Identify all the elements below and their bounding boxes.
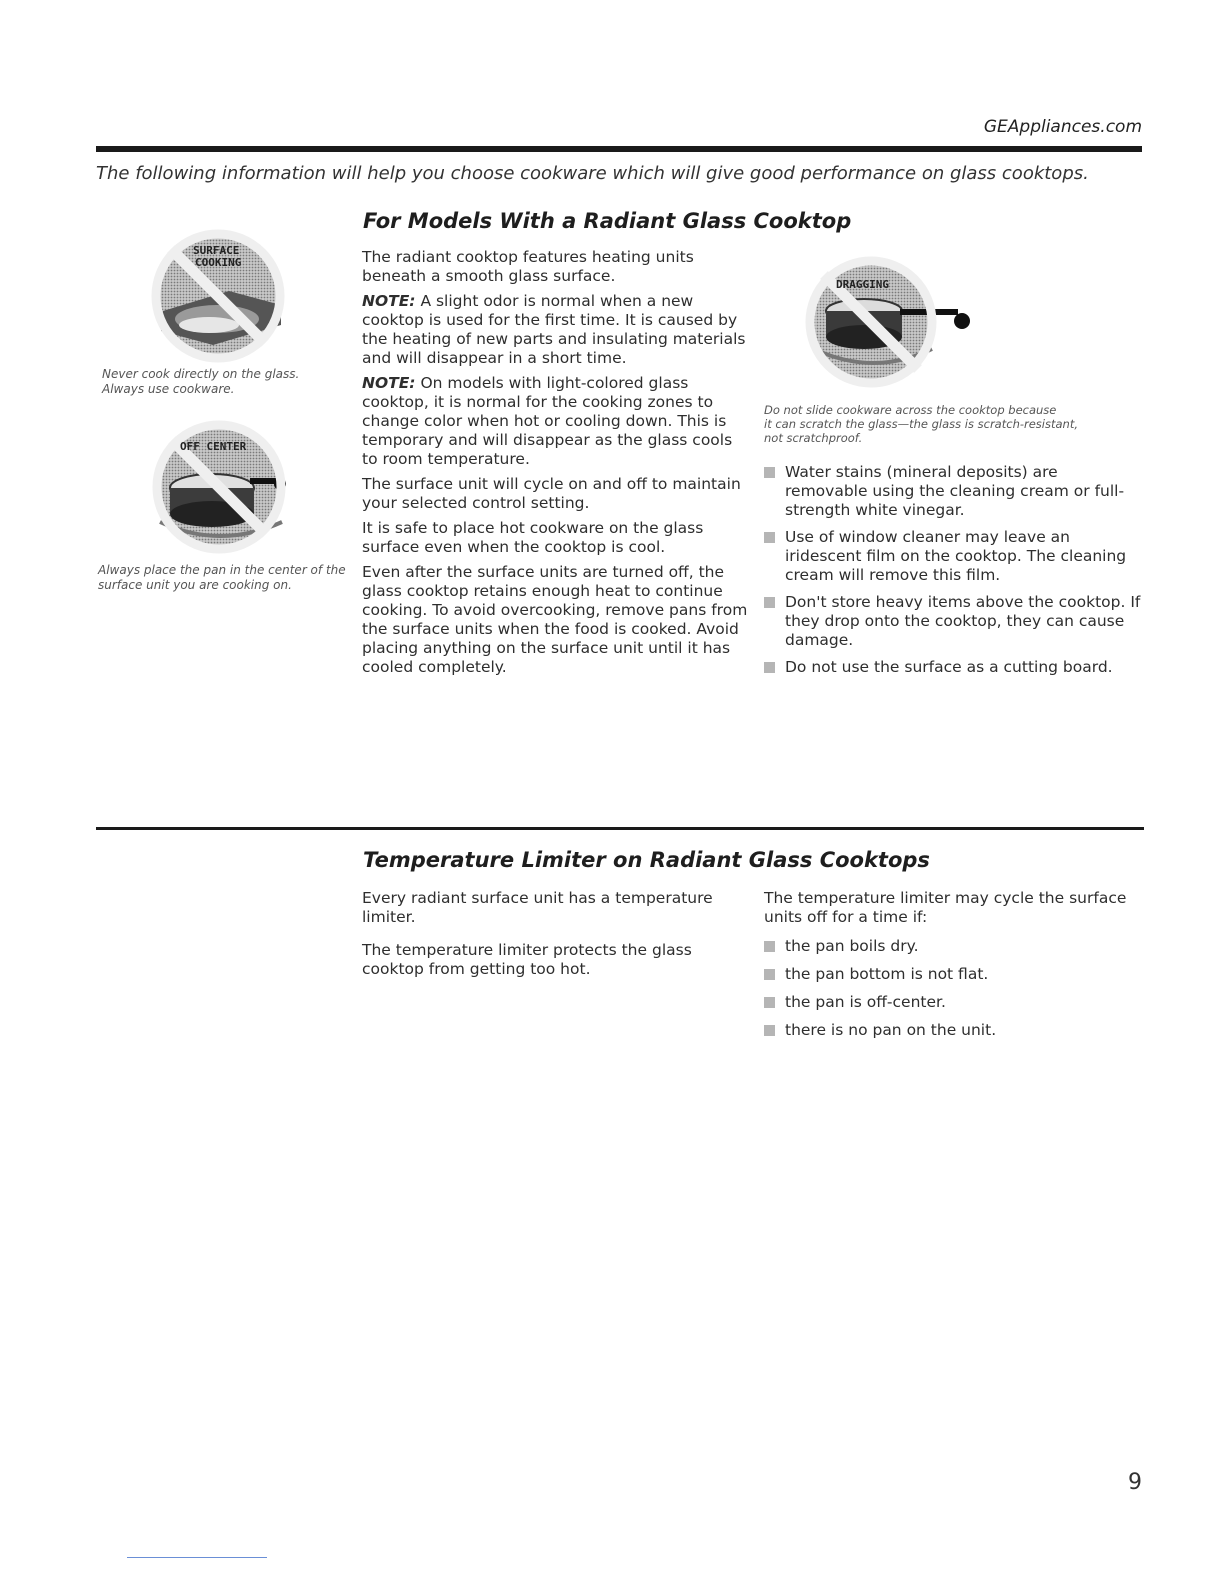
- surface-cooking-label-1: SURFACE: [193, 244, 240, 257]
- surface-cooking-label-2: COOKING: [195, 256, 242, 269]
- bullet-icon: [764, 969, 775, 980]
- off-center-illustration: [150, 418, 288, 556]
- bullet-icon: [764, 997, 775, 1008]
- list-item-text: Don't store heavy items above the cooktop. If they drop onto the cooktop, they can cause damage.: [785, 593, 1141, 649]
- radiant-paragraph-1: The radiant cooktop features heating units beneath a smooth glass surface.: [362, 248, 694, 285]
- dragging-caption-line: it can scratch the glass—the glass is scratch-resistant,: [764, 417, 1078, 431]
- page-number: 9: [1128, 1470, 1142, 1495]
- radiant-paragraph-4: Even after the surface units are turned off, the glass cooktop retains enough heat to continue cooking. To avoid overcooking, remove pans from the surface units when the food is cooked. Avoid placing anything on the surface unit until it has cooled completely.: [362, 563, 748, 676]
- limiter-conditions-list: [764, 937, 1144, 1040]
- list-item: [764, 1021, 1144, 1040]
- cautions-column: [764, 463, 1144, 685]
- list-item-text: there is no pan on the unit.: [785, 1021, 997, 1039]
- limiter-paragraph-2: The temperature limiter protects the glass cooktop from getting too hot.: [362, 941, 692, 978]
- note-text: A slight odor is normal when a new cooktop is used for the first time. It is caused by the heating of new parts and insulating materials and will disappear in a short time.: [362, 292, 746, 367]
- off-center-caption: Always place the pan in the center of the surface unit you are cooking on.: [98, 563, 346, 592]
- limiter-left-column: [362, 889, 732, 985]
- surface-cooking-illustration: [149, 227, 287, 365]
- limiter-paragraph-3: The temperature limiter may cycle the surface units off for a time if:: [764, 889, 1127, 926]
- note-label: NOTE:: [362, 292, 416, 310]
- list-item: [764, 463, 1144, 520]
- radiant-heading: For Models With a Radiant Glass Cooktop: [363, 209, 852, 233]
- dragging-caption-line: not scratchproof.: [764, 431, 863, 445]
- dragging-label: DRAGGING: [836, 278, 889, 291]
- list-item: [764, 658, 1144, 677]
- radiant-note-1: [362, 292, 752, 368]
- header-rule: [96, 146, 1142, 152]
- list-item-text: the pan is off-center.: [785, 993, 946, 1011]
- radiant-note-2: [362, 374, 752, 469]
- dragging-caption: [764, 403, 1144, 445]
- list-item-text: the pan bottom is not flat.: [785, 965, 989, 983]
- list-item: [764, 993, 1144, 1012]
- list-item-text: Use of window cleaner may leave an iridescent film on the cooktop. The cleaning cream will remove this film.: [785, 528, 1127, 584]
- intro-text: The following information will help you choose cookware which will give good performance on glass cooktops.: [96, 163, 1089, 184]
- section-rule: [96, 827, 1144, 830]
- limiter-paragraph-1: Every radiant surface unit has a temperature limiter.: [362, 889, 713, 926]
- radiant-text-column: [362, 248, 752, 683]
- bullet-icon: [764, 662, 775, 673]
- site-url: GEAppliances.com: [983, 117, 1142, 137]
- limiter-heading: Temperature Limiter on Radiant Glass Cooktops: [363, 848, 930, 872]
- note-label: NOTE:: [362, 374, 416, 392]
- cautions-list: [764, 463, 1144, 677]
- list-item: [764, 593, 1144, 650]
- off-center-label: OFF CENTER: [180, 440, 247, 453]
- list-item: [764, 528, 1144, 585]
- bullet-icon: [764, 941, 775, 952]
- list-item: [764, 937, 1144, 956]
- list-item: [764, 965, 1144, 984]
- footer-link-underline: [127, 1557, 267, 1558]
- bullet-icon: [764, 532, 775, 543]
- limiter-right-column: [764, 889, 1144, 1049]
- list-item-text: the pan boils dry.: [785, 937, 919, 955]
- bullet-icon: [764, 597, 775, 608]
- dragging-caption-line: Do not slide cookware across the cooktop because: [764, 403, 1057, 417]
- bullet-icon: [764, 1025, 775, 1036]
- radiant-paragraph-3: It is safe to place hot cookware on the glass surface even when the cooktop is cool.: [362, 519, 704, 556]
- note-text: On models with light-colored glass cooktop, it is normal for the cooking zones to change color when hot or cooling down. This is temporary and will disappear as the glass cools to room temperature.: [362, 374, 733, 468]
- surface-cooking-caption: Never cook directly on the glass. Always use cookware.: [102, 367, 300, 396]
- dragging-illustration: [804, 255, 979, 390]
- list-item-text: Do not use the surface as a cutting board.: [785, 658, 1113, 676]
- list-item-text: Water stains (mineral deposits) are removable using the cleaning cream or full-strength white vinegar.: [785, 463, 1125, 519]
- bullet-icon: [764, 467, 775, 478]
- radiant-paragraph-2: The surface unit will cycle on and off to maintain your selected control setting.: [362, 475, 741, 512]
